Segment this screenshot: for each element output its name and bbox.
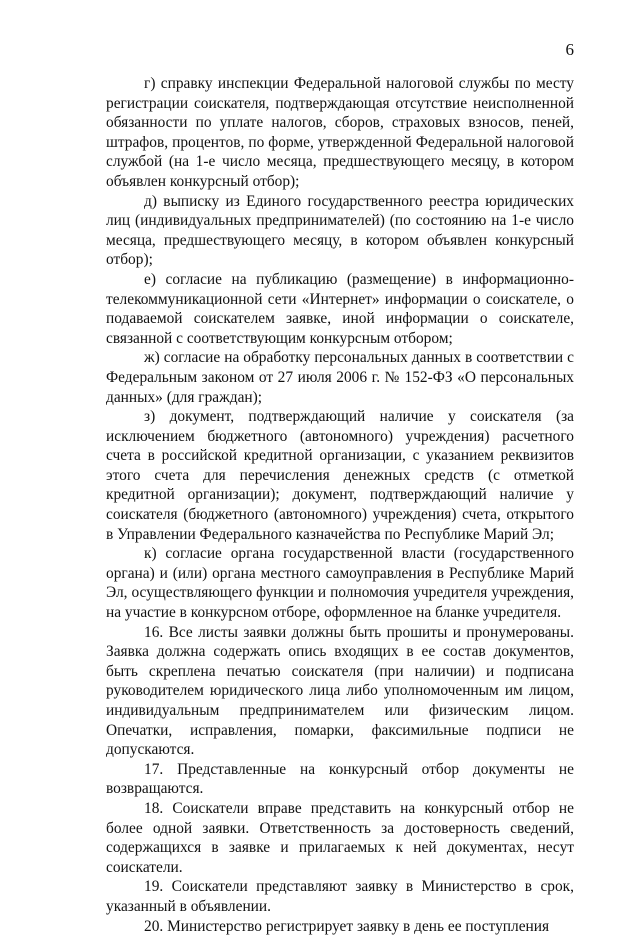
- page-number: 6: [565, 40, 574, 59]
- paragraph-clause-18: 18. Соискатели вправе представить на конкурсный отбор не более одной заявки. Ответственность за достоверность сведений, содержащихся в заявке и прилагаемых к ней документах, несут соискатели.: [106, 799, 574, 876]
- paragraph-item-e: е) согласие на публикацию (размещение) в информационно-телекоммуникационной сети «Интернет» информации о соискателе, о подаваемой соискателем заявке, иной информации о соискателе, связанной с соответствующим конкурсным отбором;: [106, 270, 574, 347]
- paragraph-clause-19: 19. Соискатели представляют заявку в Министерство в срок, указанный в объявлении.: [106, 878, 574, 915]
- paragraph-item-z: з) документ, подтверждающий наличие у соискателя (за исключением бюджетного (автономного) учреждения) расчетного счета в российской кредитной организации, с указанием реквизитов этого счета для перечисления денежных средств (с отметкой кредитной организации); документ, подтверждающий наличие у соискателя (бюджетного (автономного) учреждения) счета, открытого в Управлении Федерального казначейства по Республике Марий Эл;: [106, 408, 574, 543]
- paragraph-clause-17: 17. Представленные на конкурсный отбор документы не возвращаются.: [106, 760, 574, 798]
- paragraph-item-k: к) согласие органа государственной власти (государственного органа) и (или) органа местного самоуправления в Республике Марий Эл, осуществляющего функции и полномочия учредителя учреждения, на участие в конкурсном отборе, оформленное на бланке учредителя.: [106, 545, 574, 622]
- paragraph-clause-16: 16. Все листы заявки должны быть прошиты и пронумерованы. Заявка должна содержать опись входящих в ее состав документов, быть скреплена печатью соискателя (при наличии) и подписана руководителем юридического лица либо уполномоченным им лицом, индивидуальным предпринимателем или физическим лицом. Опечатки, исправления, помарки, факсимильные подписи не допускаются.: [106, 623, 574, 759]
- paragraph-item-zh: ж) согласие на обработку персональных данных в соответствии с Федеральным законом от 27 июля 2006 г. № 152-ФЗ «О персональных данных» (для граждан);: [106, 349, 574, 406]
- paragraph-item-d: д) выписку из Единого государственного реестра юридических лиц (индивидуальных предпринимателей) (по состоянию на 1-е число месяца, предшествующего месяцу, в котором объявлен конкурсный отбор);: [106, 192, 574, 269]
- paragraph-clause-20: 20. Министерство регистрирует заявку в день ее поступления: [144, 917, 550, 935]
- document-body: [106, 74, 574, 936]
- paragraph-item-g: г) справку инспекции Федеральной налоговой службы по месту регистрации соискателя, подтверждающая отсутствие неисполненной обязанности по уплате налогов, сборов, страховых взносов, пеней, штрафов, процентов, по форме, утвержденной Федеральной налоговой службой (на 1-е число месяца, предшествующего месяцу, в котором объявлен конкурсный отбор);: [106, 75, 574, 190]
